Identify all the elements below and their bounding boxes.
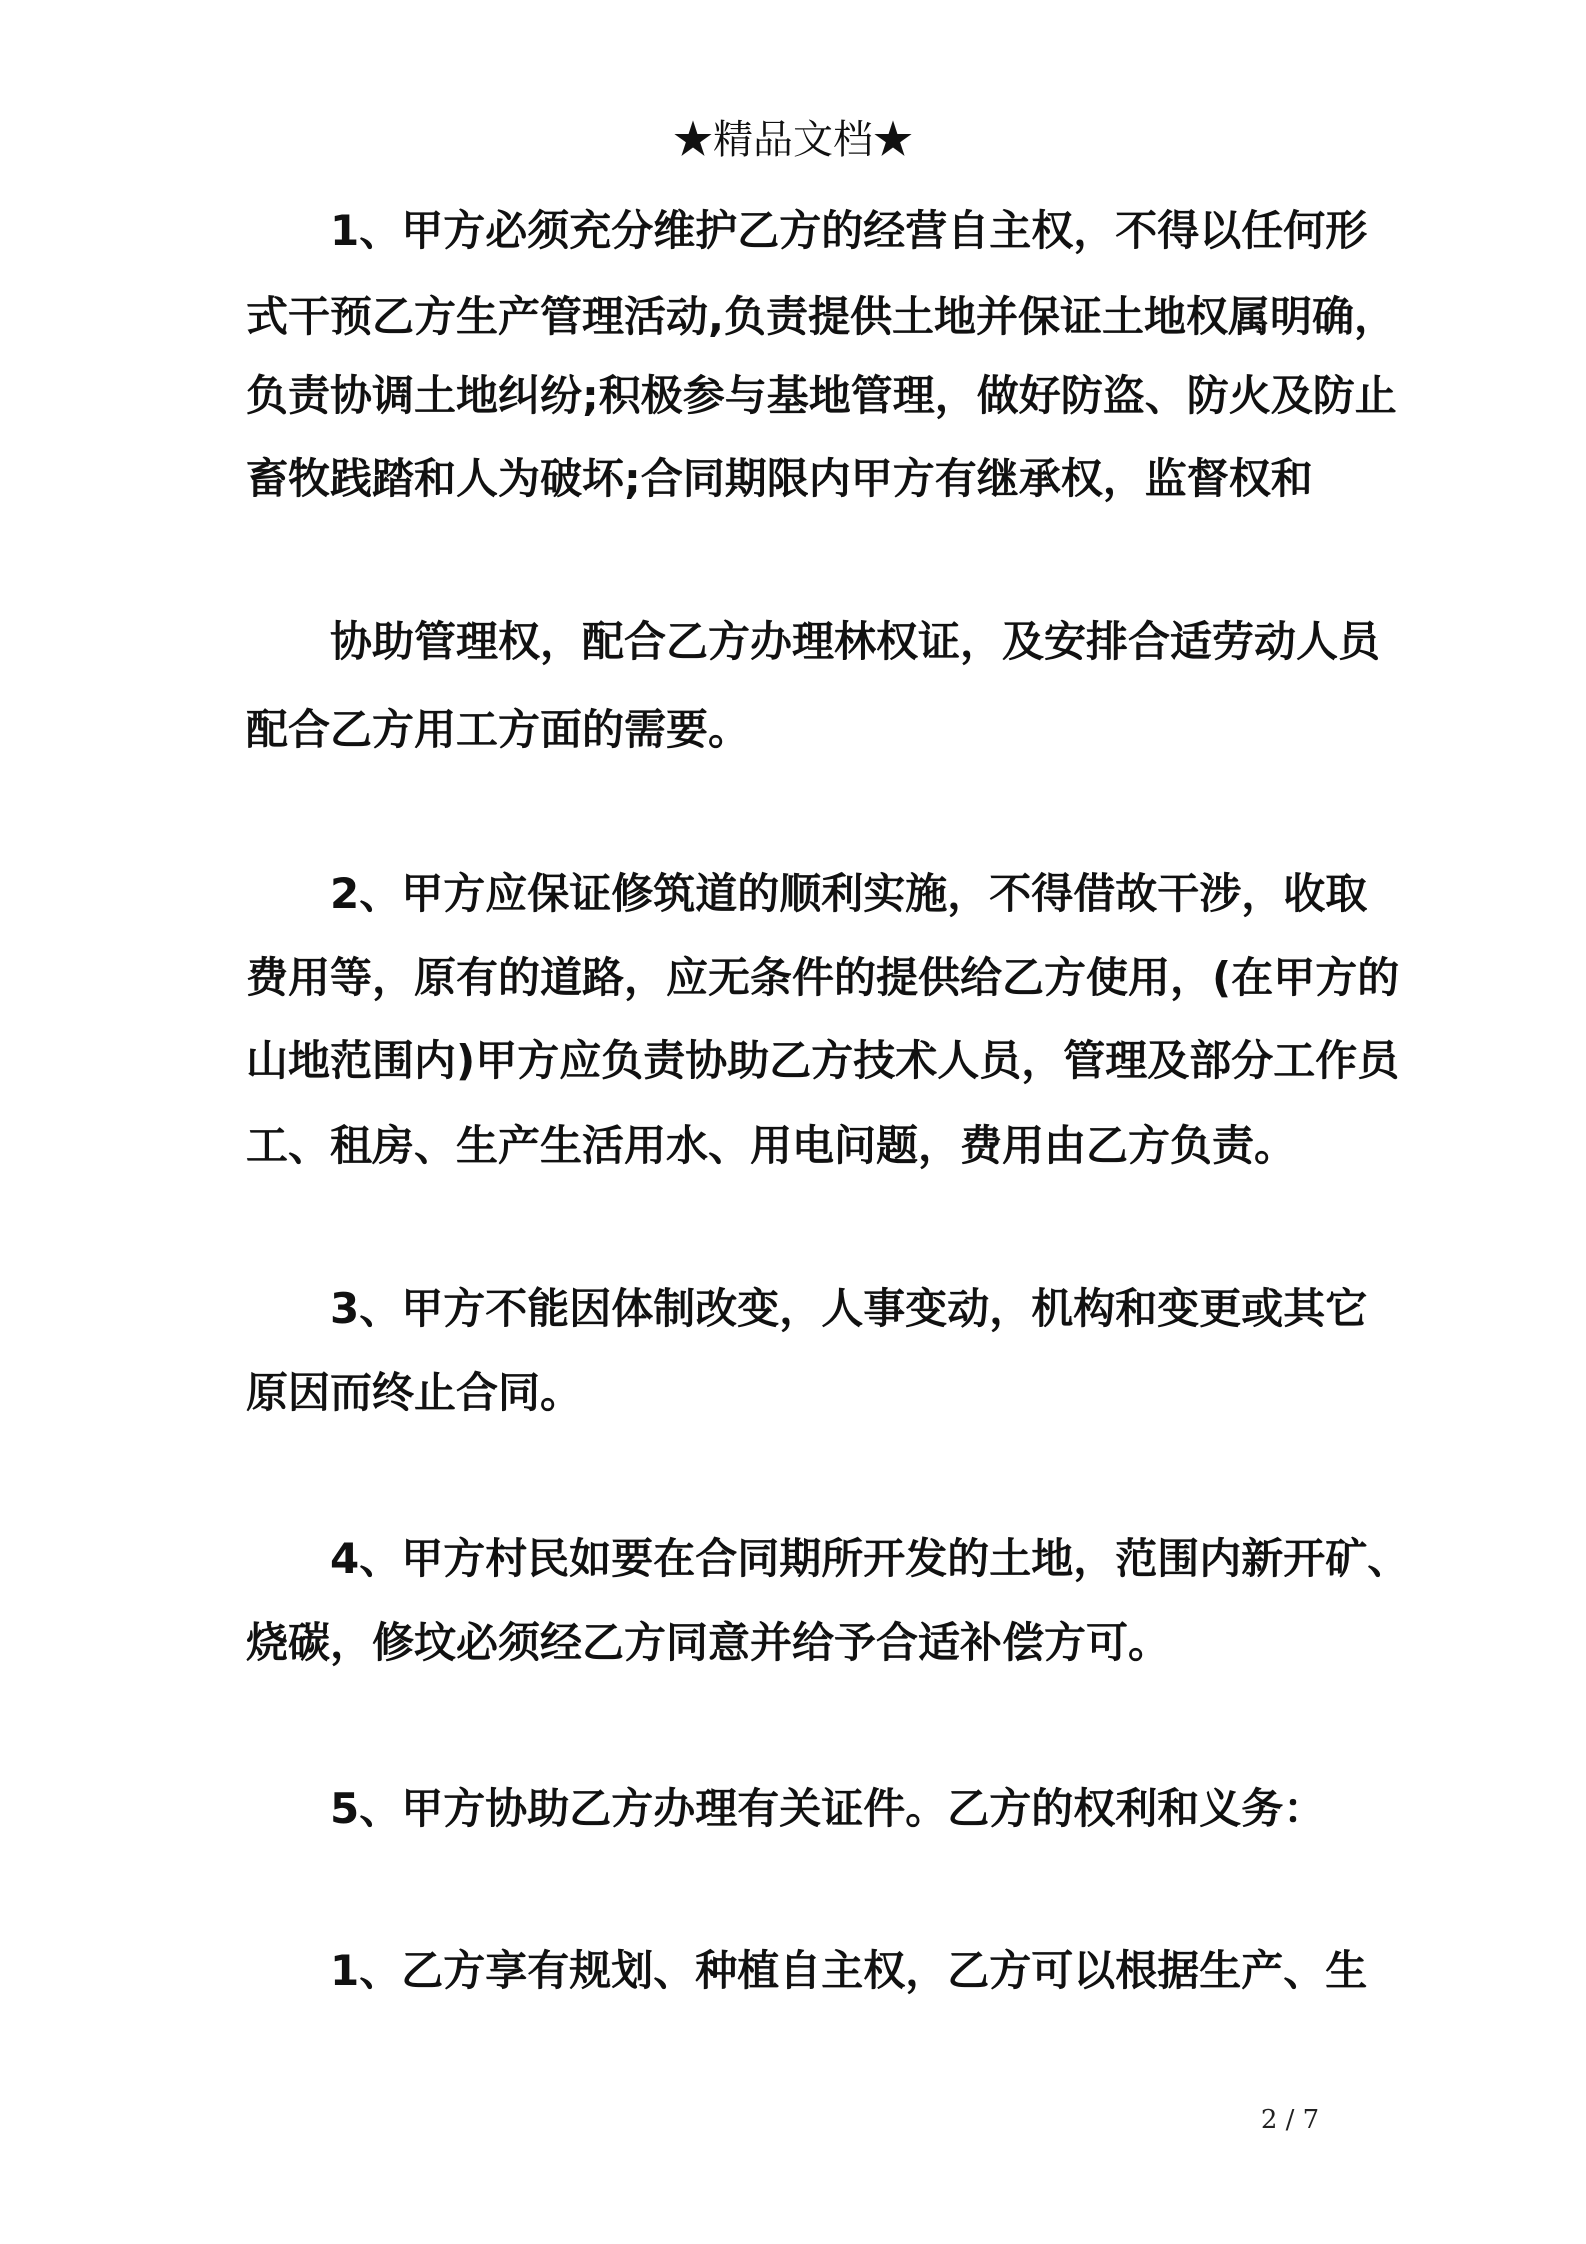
paragraph-2-line-1: 2、甲方应保证修筑道的顺利实施，不得借故干涉，收取 — [330, 869, 1368, 918]
page-number: 2 / 7 — [1260, 2105, 1320, 2135]
paragraph-2-line-3: 山地范围内)甲方应负责协助乙方技术人员，管理及部分工作员 — [246, 1036, 1400, 1085]
paragraph-1-line-3: 负责协调土地纠纷;积极参与基地管理，做好防盗、防火及防止 — [246, 371, 1397, 420]
paragraph-1-line-6: 配合乙方用工方面的需要。 — [246, 705, 751, 754]
paragraph-1-line-5: 协助管理权，配合乙方办理林权证，及安排合适劳动人员 — [330, 617, 1381, 666]
paragraph-1-line-2: 式干预乙方生产管理活动,负责提供土地并保证土地权属明确， — [246, 292, 1396, 341]
paragraph-5-line-1: 5、甲方协助乙方办理有关证件。乙方的权利和义务： — [330, 1784, 1326, 1833]
paragraph-4-line-1: 4、甲方村民如要在合同期所开发的土地，范围内新开矿、 — [330, 1534, 1410, 1583]
paragraph-1-line-1: 1、甲方必须充分维护乙方的经营自主权，不得以任何形 — [330, 206, 1368, 255]
paragraph-3-line-2: 原因而终止合同。 — [246, 1368, 583, 1417]
page-header: ★精品文档★ — [673, 117, 913, 163]
paragraph-6-line-1: 1、乙方享有规划、种植自主权，乙方可以根据生产、生 — [330, 1946, 1368, 1995]
paragraph-1-line-4: 畜牧践踏和人为破坏;合同期限内甲方有继承权，监督权和 — [246, 454, 1313, 503]
paragraph-2-line-4: 工、租房、生产生活用水、用电问题，费用由乙方负责。 — [246, 1121, 1297, 1170]
paragraph-3-line-1: 3、甲方不能因体制改变，人事变动，机构和变更或其它 — [330, 1284, 1368, 1333]
paragraph-4-line-2: 烧碳，修坟必须经乙方同意并给予合适补偿方可。 — [246, 1618, 1171, 1667]
paragraph-2-line-2: 费用等，原有的道路，应无条件的提供给乙方使用，(在甲方的 — [246, 953, 1400, 1002]
